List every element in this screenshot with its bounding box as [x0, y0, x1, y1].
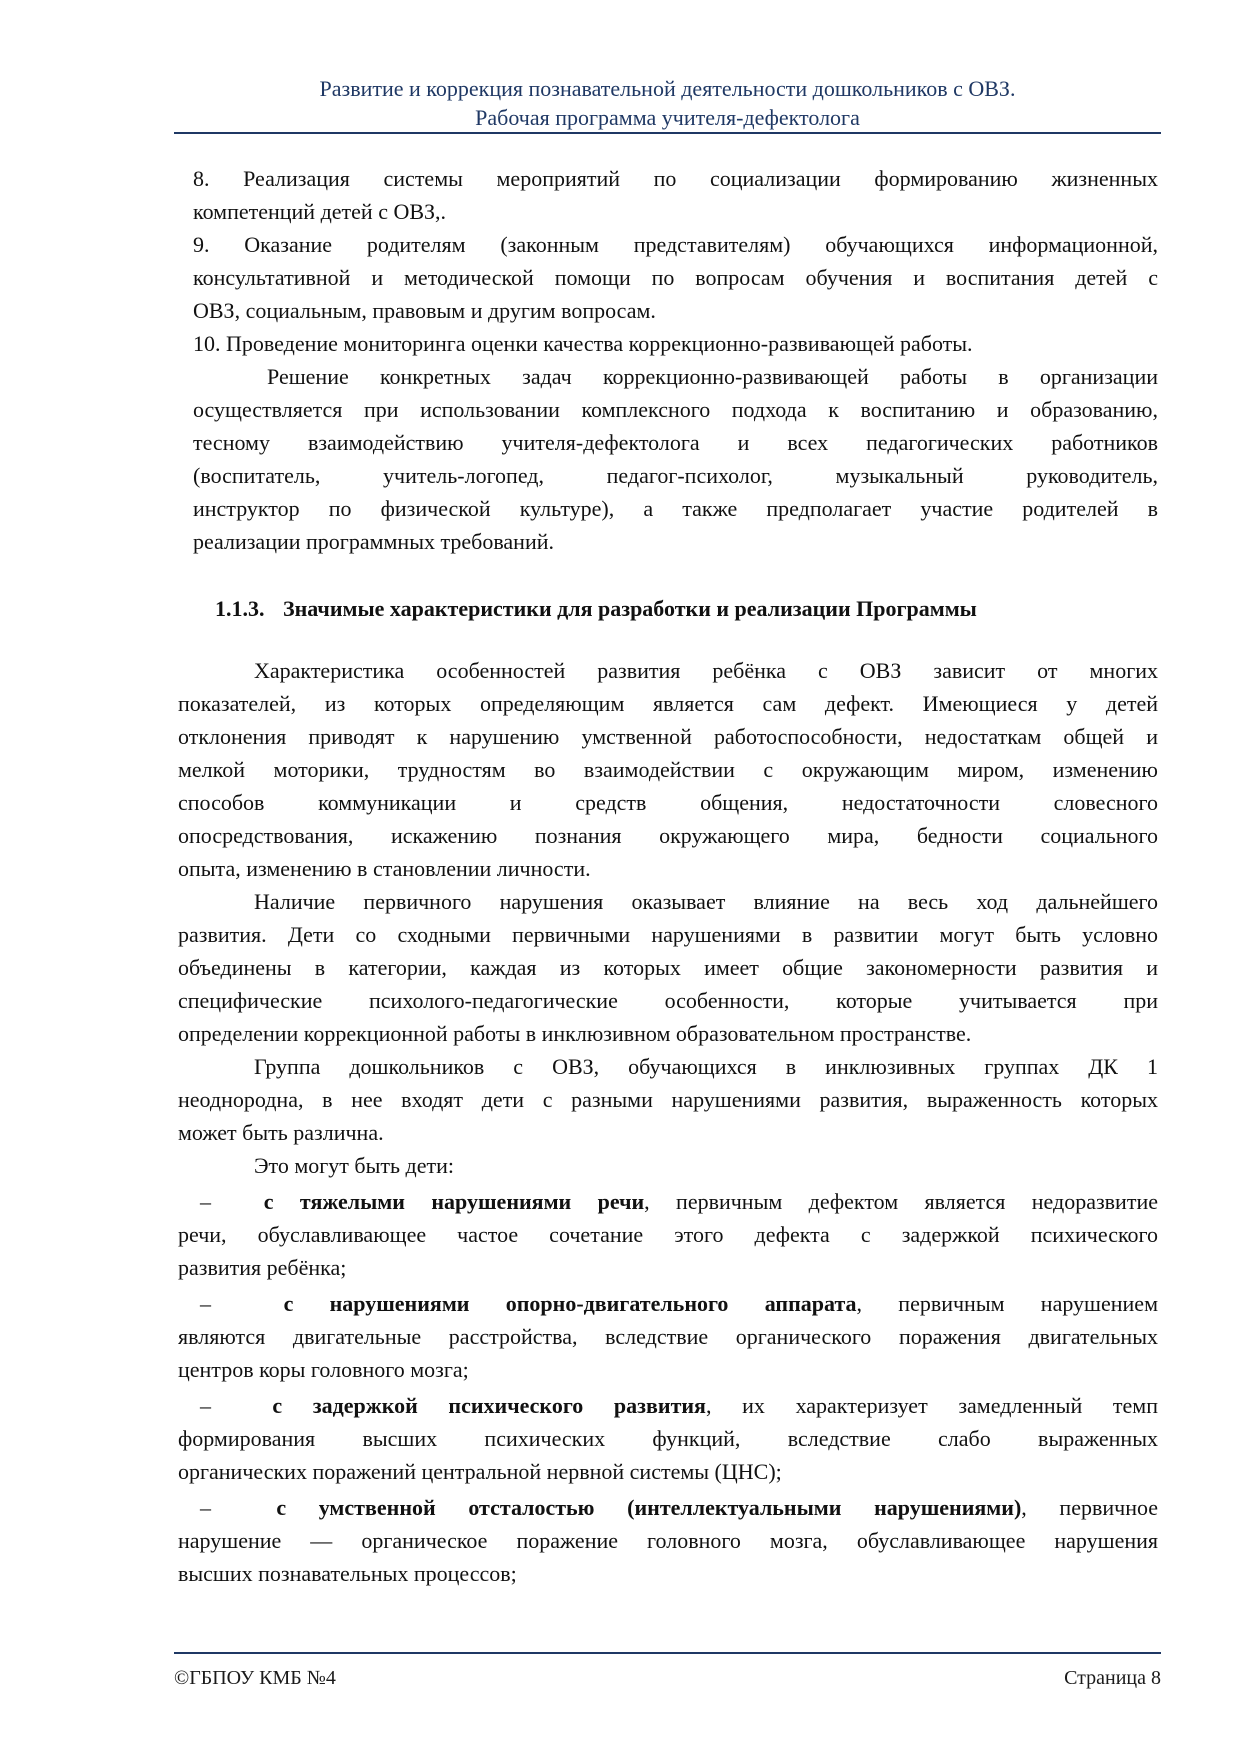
- header-divider: [174, 132, 1161, 134]
- text-line: Решение конкретных задач коррекционно-развивающей работы в организации: [267, 364, 1158, 389]
- bullet-text: , первичным нарушением: [856, 1291, 1158, 1316]
- paragraph-intro-list: [178, 1149, 1158, 1182]
- text-line: развития. Дети со сходными первичными нарушениями в развитии могут быть условно: [178, 922, 1158, 947]
- text-line: Наличие первичного нарушения оказывает влияние на весь ход дальнейшего: [254, 889, 1158, 914]
- bullet-speech: [178, 1185, 1158, 1284]
- bullet-category: с нарушениями опорно-двигательного аппарата: [283, 1291, 857, 1316]
- text-line: речи, обуславливающее частое сочетание этого дефекта с задержкой психического: [178, 1222, 1158, 1247]
- text-line: мелкой моторики, трудностям во взаимодействии с окружающим миром, изменению: [178, 757, 1158, 782]
- text-line: компетенций детей с ОВЗ,.: [193, 199, 447, 224]
- bullet-text: , первичным дефектом является недоразвитие: [644, 1189, 1158, 1214]
- bullet-dash: –: [200, 1495, 211, 1520]
- bullet-first-line: [178, 1491, 1158, 1524]
- numbered-list-and-paragraph: [193, 162, 1158, 558]
- text-line: Это могут быть дети:: [254, 1153, 454, 1178]
- text-line: реализации программных требований.: [193, 529, 555, 554]
- bullet-first-line: [178, 1287, 1158, 1320]
- footer-divider: [174, 1652, 1161, 1654]
- text-line: способов коммуникации и средств общения, недостаточности словесного: [178, 790, 1158, 815]
- text-line: 9. Оказание родителям (законным представителям) обучающихся информационной,: [193, 232, 1158, 257]
- text-line: (воспитатель, учитель-логопед, педагог-психолог, музыкальный руководитель,: [193, 463, 1158, 488]
- text-line: ОВЗ, социальным, правовым и другим вопросам.: [193, 298, 656, 323]
- text-line: объединены в категории, каждая из которых имеет общие закономерности развития и: [178, 955, 1158, 980]
- text-line: отклонения приводят к нарушению умственной работоспособности, недостаткам общей и: [178, 724, 1158, 749]
- text-line: осуществляется при использовании комплексного подхода к воспитанию и образованию,: [193, 397, 1158, 422]
- section-body: [178, 654, 1158, 1590]
- text-line: 8. Реализация системы мероприятий по социализации формированию жизненных: [193, 166, 1158, 191]
- text-line: неоднородна, в нее входят дети с разными нарушениями развития, выраженность которых: [178, 1087, 1158, 1112]
- bullet-text: , первичное: [1021, 1495, 1159, 1520]
- header-title-line1: Развитие и коррекция познавательной деятельности дошкольников с ОВЗ.: [319, 76, 1016, 101]
- bullet-first-line: [178, 1185, 1158, 1218]
- text-line: инструктор по физической культуре), а также предполагает участие родителей в: [193, 496, 1158, 521]
- text-line: Характеристика особенностей развития ребёнка с ОВЗ зависит от многих: [254, 658, 1158, 683]
- paragraph-characteristics: [178, 654, 1158, 885]
- text-line: опыта, изменению в становлении личности.: [178, 856, 591, 881]
- text-line: высших познавательных процессов;: [178, 1561, 517, 1586]
- paragraph-tasks: [193, 360, 1158, 558]
- footer-copyright: ©ГБПОУ КМБ №4: [174, 1667, 336, 1689]
- paragraph-primary-disorder: [178, 885, 1158, 1050]
- footer-page-number: Страница 8: [1064, 1667, 1161, 1689]
- text-line: 10. Проведение мониторинга оценки качества коррекционно-развивающей работы.: [193, 331, 973, 356]
- text-line: консультативной и методической помощи по вопросам обучения и воспитания детей с: [193, 265, 1158, 290]
- bullet-dash: –: [200, 1291, 211, 1316]
- section-heading: [215, 592, 977, 625]
- text-line: центров коры головного мозга;: [178, 1357, 469, 1382]
- bullet-dash: –: [200, 1393, 211, 1418]
- text-line: опосредствования, искажению познания окружающего мира, бедности социального: [178, 823, 1158, 848]
- bullet-musculoskeletal: [178, 1287, 1158, 1386]
- text-line: определении коррекционной работы в инклюзивном образовательном пространстве.: [178, 1021, 972, 1046]
- section-title: Значимые характеристики для разработки и реализации Программы: [283, 596, 977, 621]
- text-line: органических поражений центральной нервной системы (ЦНС);: [178, 1459, 782, 1484]
- header-title-line2: Рабочая программа учителя-дефектолога: [475, 105, 860, 130]
- bullet-first-line: [178, 1389, 1158, 1422]
- bullet-category: с задержкой психического развития: [272, 1393, 706, 1418]
- bullet-intellectual: [178, 1491, 1158, 1590]
- text-line: Группа дошкольников с ОВЗ, обучающихся в инклюзивных группах ДК 1: [254, 1054, 1158, 1079]
- text-line: формирования высших психических функций, вследствие слабо выраженных: [178, 1426, 1158, 1451]
- text-line: показателей, из которых определяющим является сам дефект. Имеющиеся у детей: [178, 691, 1158, 716]
- text-line: тесному взаимодействию учителя-дефектолога и всех педагогических работников: [193, 430, 1158, 455]
- text-line: нарушение — органическое поражение головного мозга, обуславливающее нарушения: [178, 1528, 1158, 1553]
- bullet-mental-delay: [178, 1389, 1158, 1488]
- text-line: специфические психолого-педагогические особенности, которые учитывается при: [178, 988, 1158, 1013]
- bullet-category: с тяжелыми нарушениями речи: [263, 1189, 645, 1214]
- text-line: являются двигательные расстройства, вследствие органического поражения двигательных: [178, 1324, 1158, 1349]
- numbered-item-10: [193, 327, 1158, 360]
- numbered-item-9: [193, 228, 1158, 327]
- text-line: может быть различна.: [178, 1120, 384, 1145]
- bullet-dash: –: [200, 1189, 211, 1214]
- section-number: 1.1.3.: [215, 596, 265, 621]
- bullet-category: с умственной отсталостью (интеллектуальными нарушениями): [276, 1495, 1022, 1520]
- paragraph-group: [178, 1050, 1158, 1149]
- numbered-item-8: [193, 162, 1158, 228]
- text-line: развития ребёнка;: [178, 1255, 347, 1280]
- bullet-text: , их характеризует замедленный темп: [705, 1393, 1158, 1418]
